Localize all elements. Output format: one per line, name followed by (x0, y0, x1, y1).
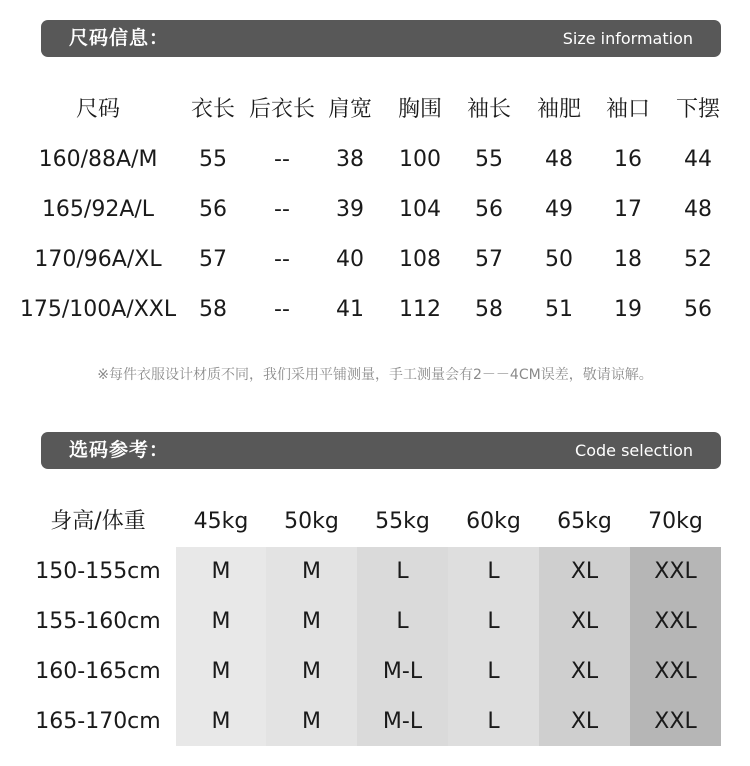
size-cell: XXL (654, 559, 697, 584)
code-selection-subtitle: Code selection (575, 441, 693, 460)
cell-sleeve-length: 56 (475, 197, 503, 222)
size-cell: M (211, 709, 231, 734)
header-shoulder: 肩宽 (327, 97, 372, 122)
header-back-length: 后衣长 (248, 97, 315, 122)
size-cell: L (396, 559, 409, 584)
cell-sleeve-length: 55 (475, 147, 503, 172)
size-cell: XL (570, 559, 599, 584)
size-cell: XL (570, 659, 599, 684)
cell-sleeve-length: 58 (475, 297, 503, 322)
header-weight: 65kg (557, 509, 612, 534)
cell-cuff: 18 (614, 247, 642, 272)
cell-cuff: 16 (614, 147, 642, 172)
size-cell: L (487, 709, 500, 734)
size-cell: M (302, 609, 321, 634)
header-hem: 下摆 (675, 97, 720, 122)
header-size: 尺码 (75, 97, 120, 122)
code-selection-title: 选码参考： (69, 439, 170, 461)
height-label: 150-155cm (35, 559, 161, 584)
cell-hem: 44 (684, 147, 712, 172)
size-row (0, 135, 750, 185)
size-cell: XXL (654, 659, 697, 684)
height-label: 165-170cm (35, 709, 161, 734)
cell-cuff: 19 (614, 297, 642, 322)
size-cell: L (487, 659, 500, 684)
size-cell: L (396, 609, 409, 634)
header-chest: 胸围 (397, 97, 442, 122)
cell-length: 56 (199, 197, 227, 222)
cell-chest: 104 (399, 197, 441, 222)
size-cell: M (211, 659, 231, 684)
cell-length: 55 (199, 147, 227, 172)
height-label: 155-160cm (35, 609, 161, 634)
size-cell: XXL (654, 609, 697, 634)
header-weight: 45kg (193, 509, 249, 534)
cell-sleeve-width: 50 (545, 247, 573, 272)
size-table-header (0, 85, 750, 135)
size-info-subtitle: Size information (562, 29, 693, 48)
cell-shoulder: 41 (336, 297, 364, 322)
header-cuff: 袖口 (605, 97, 650, 122)
cell-back-length: -- (274, 247, 290, 272)
size-cell: M (211, 609, 231, 634)
code-row (0, 547, 750, 597)
measurement-note: ※每件衣服设计材质不同，我们采用平铺测量，手工测量会有2－－4CM误差，敬请谅解。 (97, 367, 653, 383)
height-label: 160-165cm (35, 659, 161, 684)
size-cell: XL (570, 709, 599, 734)
size-label: 160/88A/M (38, 147, 158, 172)
cell-chest: 108 (399, 247, 441, 272)
cell-shoulder: 40 (336, 247, 364, 272)
size-cell: XL (570, 609, 599, 634)
cell-back-length: -- (274, 297, 290, 322)
size-cell: M-L (382, 659, 423, 684)
size-cell: M (211, 559, 231, 584)
size-row (0, 285, 750, 335)
size-cell: M (302, 709, 321, 734)
cell-sleeve-width: 49 (545, 197, 573, 222)
size-label: 175/100A/XXL (19, 297, 177, 322)
cell-sleeve-width: 51 (545, 297, 573, 322)
code-selection-banner (41, 432, 721, 469)
cell-hem: 52 (684, 247, 712, 272)
header-weight: 70kg (648, 509, 703, 534)
header-weight: 50kg (284, 509, 339, 534)
size-cell: M (302, 659, 321, 684)
cell-back-length: -- (274, 147, 290, 172)
code-row (0, 697, 750, 747)
cell-sleeve-length: 57 (475, 247, 503, 272)
cell-hem: 48 (684, 197, 712, 222)
size-cell: L (487, 559, 500, 584)
cell-shoulder: 38 (336, 147, 364, 172)
size-cell: M (302, 559, 321, 584)
cell-length: 57 (199, 247, 227, 272)
cell-chest: 100 (399, 147, 441, 172)
size-cell: L (487, 609, 500, 634)
cell-chest: 112 (399, 297, 441, 322)
header-sleeve-length: 袖长 (466, 97, 511, 122)
size-info-banner (41, 20, 721, 57)
header-weight: 55kg (375, 509, 430, 534)
size-row (0, 185, 750, 235)
code-row (0, 597, 750, 647)
cell-cuff: 17 (614, 197, 642, 222)
size-cell: XXL (654, 709, 697, 734)
header-sleeve-width: 袖肥 (536, 97, 581, 122)
cell-length: 58 (199, 297, 227, 322)
cell-back-length: -- (274, 197, 290, 222)
size-label: 170/96A/XL (34, 247, 162, 272)
header-length: 衣长 (190, 97, 235, 122)
header-weight: 60kg (466, 509, 521, 534)
code-table-header (0, 497, 750, 547)
cell-sleeve-width: 48 (545, 147, 573, 172)
size-label: 165/92A/L (41, 197, 155, 222)
size-info-title: 尺码信息： (69, 27, 170, 49)
size-cell: M-L (382, 709, 423, 734)
size-row (0, 235, 750, 285)
cell-hem: 56 (684, 297, 712, 322)
code-row (0, 647, 750, 697)
cell-shoulder: 39 (336, 197, 364, 222)
header-height-weight: 身高/体重 (50, 509, 146, 534)
